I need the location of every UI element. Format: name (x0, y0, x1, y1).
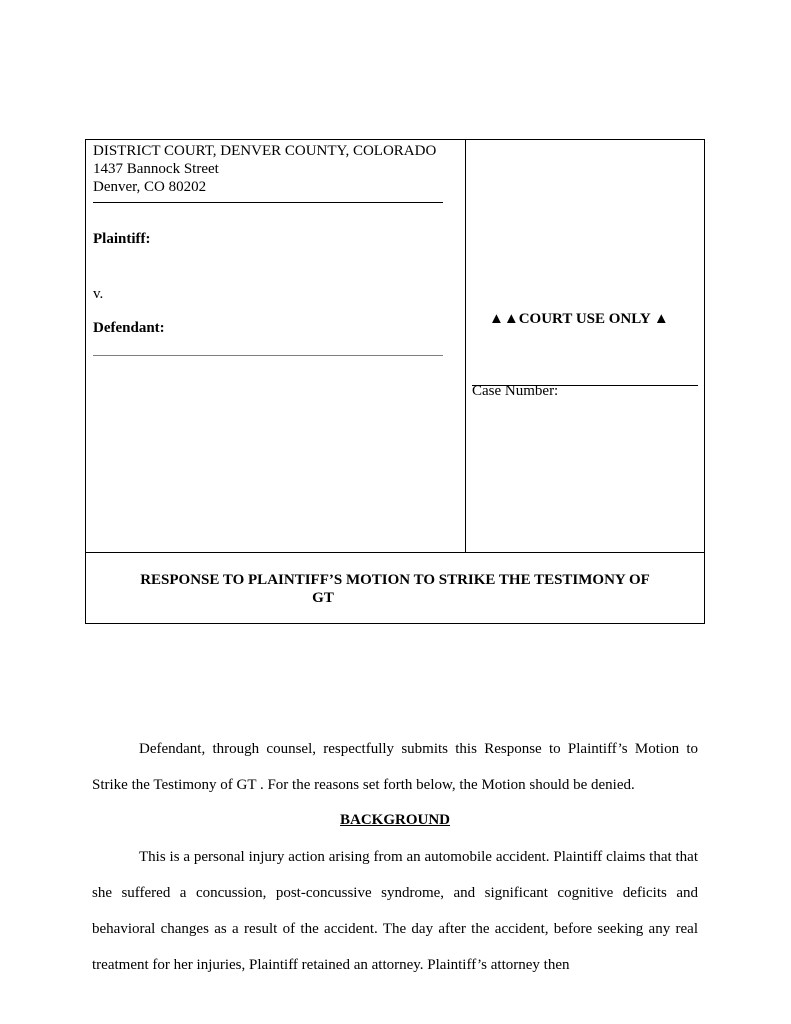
document-title-line1: RESPONSE TO PLAINTIFF’S MOTION TO STRIKE THE TESTIMONY OF (140, 572, 650, 588)
court-name: DISTRICT COURT, DENVER COUNTY, COLORADO (93, 143, 437, 159)
defendant-label: Defendant: (93, 320, 165, 336)
document-title (86, 571, 704, 607)
document-title-line2: GT (312, 590, 334, 606)
court-address-line2: Denver, CO 80202 (93, 179, 207, 195)
court-address-line1: 1437 Bannock Street (93, 161, 219, 177)
case-number-label: Case Number: (472, 383, 559, 399)
document-title-row (86, 552, 704, 623)
versus-label: v. (93, 286, 104, 302)
plaintiff-label: Plaintiff: (93, 231, 151, 247)
background-paragraph: This is a personal injury action arising from an automobile accident. Plaintiff claims that that she suffered a concussion, post-concussive syndrome, and significant cognitive deficits and behavioral changes as a result of the accident. The day after the accident, before seeking any real treatment for her injuries, Plaintiff retained an attorney. Plaintiff’s attorney then (92, 849, 698, 973)
caption-separator-top (93, 202, 443, 203)
caption-separator-bottom (93, 355, 443, 356)
background-heading: BACKGROUND (339, 812, 450, 828)
case-caption-box (85, 139, 705, 624)
intro-paragraph: Defendant, through counsel, respectfully submits this Response to Plaintiff’s Motion to Strike the Testimony of GT . For the reasons set forth below, the Motion should be denied. (92, 741, 698, 793)
court-use-only-label: ▲▲COURT USE ONLY ▲ (489, 311, 669, 327)
caption-left-column (86, 140, 466, 552)
caption-right-column (465, 140, 704, 552)
